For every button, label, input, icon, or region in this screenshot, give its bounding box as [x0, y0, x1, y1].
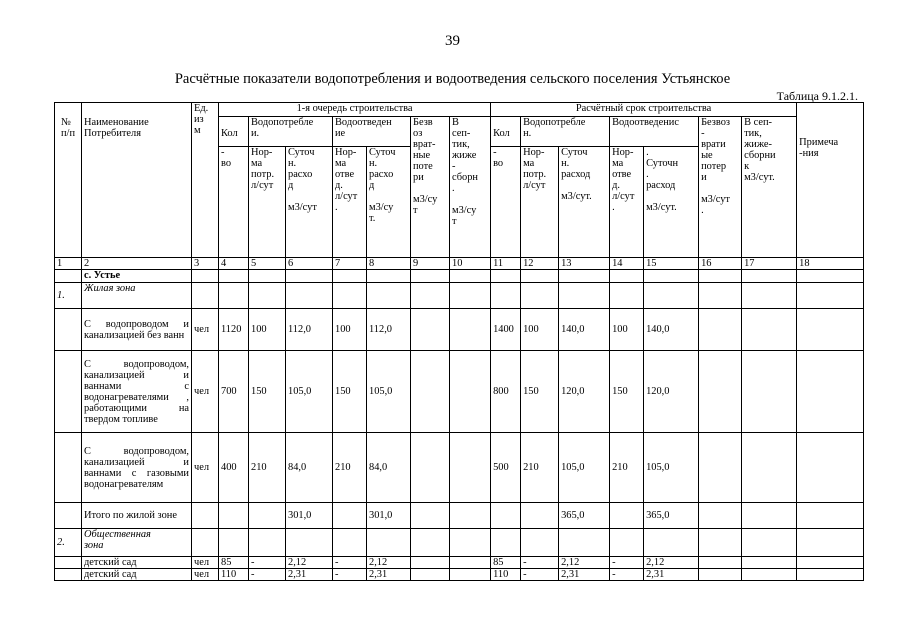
col-number: 17 — [742, 258, 797, 270]
header-s2-cons-norm: Нор- ма потр. л/сут — [521, 147, 559, 258]
col-number: 4 — [219, 258, 249, 270]
drain-norm-stage2: 210 — [610, 433, 644, 503]
cons-norm-stage1: 100 — [249, 309, 286, 351]
cons-norm-stage2: - — [521, 557, 559, 569]
col-number: 8 — [367, 258, 411, 270]
total-drain-stage2: 365,0 — [644, 503, 699, 529]
col-number: 16 — [699, 258, 742, 270]
consumer-name: С водопроводом, канализацией и ваннами с водонагревателями , работающими на твердом топливе — [82, 351, 192, 433]
col-number: 13 — [559, 258, 610, 270]
cons-daily-stage2: 2,12 — [559, 557, 610, 569]
qty-stage1: 85 — [219, 557, 249, 569]
cons-daily-stage2: 105,0 — [559, 433, 610, 503]
col-number: 18 — [797, 258, 864, 270]
village-name: с. Устье — [82, 270, 192, 283]
drain-daily-stage2: 2,31 — [644, 569, 699, 581]
drain-norm-stage1: 100 — [333, 309, 367, 351]
col-number: 6 — [286, 258, 333, 270]
cons-norm-stage2: 100 — [521, 309, 559, 351]
col-number: 14 — [610, 258, 644, 270]
col-number: 15 — [644, 258, 699, 270]
col-number: 7 — [333, 258, 367, 270]
drain-norm-stage1: - — [333, 557, 367, 569]
qty-stage2: 85 — [491, 557, 521, 569]
header-s2-losses: Безвоз - врати ые потер и м3/сут . — [699, 117, 742, 258]
header-s1-qty: Кол — [219, 117, 249, 147]
cons-norm-stage2: - — [521, 569, 559, 581]
cons-daily-stage1: 112,0 — [286, 309, 333, 351]
drain-daily-stage1: 2,12 — [367, 557, 411, 569]
drain-daily-stage1: 2,31 — [367, 569, 411, 581]
drain-daily-stage2: 2,12 — [644, 557, 699, 569]
cons-daily-stage1: 2,31 — [286, 569, 333, 581]
cons-daily-stage2: 2,31 — [559, 569, 610, 581]
table-row — [55, 569, 864, 581]
header-s1-drainage: Водоотведен ие — [333, 117, 411, 147]
col-number: 12 — [521, 258, 559, 270]
section-number: 1. — [55, 283, 82, 309]
cons-daily-stage2: 140,0 — [559, 309, 610, 351]
qty-stage2: 1400 — [491, 309, 521, 351]
total-row — [55, 503, 864, 529]
drain-norm-stage2: 100 — [610, 309, 644, 351]
total-cons-stage1: 301,0 — [286, 503, 333, 529]
col-number: 11 — [491, 258, 521, 270]
header-s2-septic: В сеп- тик, жиже- сборни к м3/сут. — [742, 117, 797, 258]
drain-daily-stage1: 112,0 — [367, 309, 411, 351]
header-unit: Ед. из м — [192, 103, 219, 258]
qty-stage1: 1120 — [219, 309, 249, 351]
qty-stage2: 110 — [491, 569, 521, 581]
unit: чел — [192, 557, 219, 569]
page-number: 39 — [445, 33, 460, 49]
consumer-name: С водопроводом и канализацией без ванн — [82, 309, 192, 351]
cons-daily-stage1: 2,12 — [286, 557, 333, 569]
qty-stage1: 700 — [219, 351, 249, 433]
cons-norm-stage1: 150 — [249, 351, 286, 433]
cons-norm-stage1: 210 — [249, 433, 286, 503]
drain-daily-stage1: 105,0 — [367, 351, 411, 433]
header-s1-losses: Безв оз врат- ные поте ри м3/су т — [411, 117, 450, 258]
col-number: 10 — [450, 258, 491, 270]
qty-stage1: 400 — [219, 433, 249, 503]
unit: чел — [192, 309, 219, 351]
drain-norm-stage1: 210 — [333, 433, 367, 503]
cons-norm-stage2: 150 — [521, 351, 559, 433]
header-s2-drain-daily: . Суточн . расход м3/сут. — [644, 147, 699, 258]
drain-norm-stage1: 150 — [333, 351, 367, 433]
consumer-name: С водопроводом, канализацией и ваннами с газовыми водонагревателям — [82, 433, 192, 503]
drain-daily-stage1: 84,0 — [367, 433, 411, 503]
qty-stage2: 500 — [491, 433, 521, 503]
table-reference: Таблица 9.1.2.1. — [776, 89, 858, 103]
cons-daily-stage1: 105,0 — [286, 351, 333, 433]
col-number: 9 — [411, 258, 450, 270]
column-numbers-row — [55, 258, 864, 270]
drain-daily-stage2: 120,0 — [644, 351, 699, 433]
qty-stage1: 110 — [219, 569, 249, 581]
table-row — [55, 351, 864, 433]
drain-daily-stage2: 140,0 — [644, 309, 699, 351]
header-s1-qty-unit: - во — [219, 147, 249, 258]
header-stage-1: 1-я очередь строительства — [219, 103, 491, 117]
cons-norm-stage1: - — [249, 569, 286, 581]
consumer-name: детский сад — [82, 569, 192, 581]
table-row — [55, 309, 864, 351]
header-s2-consumption: Водопотребле н. — [521, 117, 610, 147]
header-s2-cons-daily: Суточ н. расход м3/сут. — [559, 147, 610, 258]
consumer-name: детский сад — [82, 557, 192, 569]
cons-daily-stage2: 120,0 — [559, 351, 610, 433]
section-row-public — [55, 529, 864, 557]
drain-daily-stage2: 105,0 — [644, 433, 699, 503]
cons-norm-stage1: - — [249, 557, 286, 569]
header-s1-cons-norm: Нор- ма потр. л/сут — [249, 147, 286, 258]
header-stage-2: Расчётный срок строительства — [491, 103, 797, 117]
drain-norm-stage2: 150 — [610, 351, 644, 433]
total-drain-stage1: 301,0 — [367, 503, 411, 529]
water-consumption-table — [54, 102, 864, 581]
section-number: 2. — [55, 529, 82, 557]
header-s1-drain-norm: Нор- ма отве д. л/сут . — [333, 147, 367, 258]
header-s1-cons-daily: Суточ н. расхо д м3/сут — [286, 147, 333, 258]
total-cons-stage2: 365,0 — [559, 503, 610, 529]
table-row — [55, 433, 864, 503]
header-note: Примеча -ния — [797, 103, 864, 258]
header-num: № п/п — [55, 103, 82, 258]
col-number: 3 — [192, 258, 219, 270]
total-label: Итого по жилой зоне — [82, 503, 192, 529]
table-row — [55, 557, 864, 569]
header-s2-drain-norm: Нор- ма отве д. л/сут . — [610, 147, 644, 258]
page-title: Расчётные показатели водопотребления и водоотведения сельского поселения Устьянское — [174, 71, 731, 87]
header-s1-consumption: Водопотребле и. — [249, 117, 333, 147]
qty-stage2: 800 — [491, 351, 521, 433]
header-s2-qty: Кол — [491, 117, 521, 147]
unit: чел — [192, 569, 219, 581]
drain-norm-stage2: - — [610, 557, 644, 569]
header-name: Наименование Потребителя — [82, 103, 192, 258]
section-label: Общественная зона — [82, 529, 192, 557]
drain-norm-stage1: - — [333, 569, 367, 581]
col-number: 5 — [249, 258, 286, 270]
cons-norm-stage2: 210 — [521, 433, 559, 503]
section-row-residential — [55, 283, 864, 309]
section-label: Жилая зона — [82, 283, 192, 309]
col-number: 2 — [82, 258, 192, 270]
header-s1-septic: В сеп- тик, жиже - сборн . м3/су т — [450, 117, 491, 258]
cons-daily-stage1: 84,0 — [286, 433, 333, 503]
section-row-village — [55, 270, 864, 283]
header-s1-drain-daily: Суточ н. расхо д м3/су т. — [367, 147, 411, 258]
header-s2-drainage: Водоотведенис — [610, 117, 699, 147]
header-s2-qty-unit: - во — [491, 147, 521, 258]
col-number: 1 — [55, 258, 82, 270]
unit: чел — [192, 351, 219, 433]
unit: чел — [192, 433, 219, 503]
drain-norm-stage2: - — [610, 569, 644, 581]
